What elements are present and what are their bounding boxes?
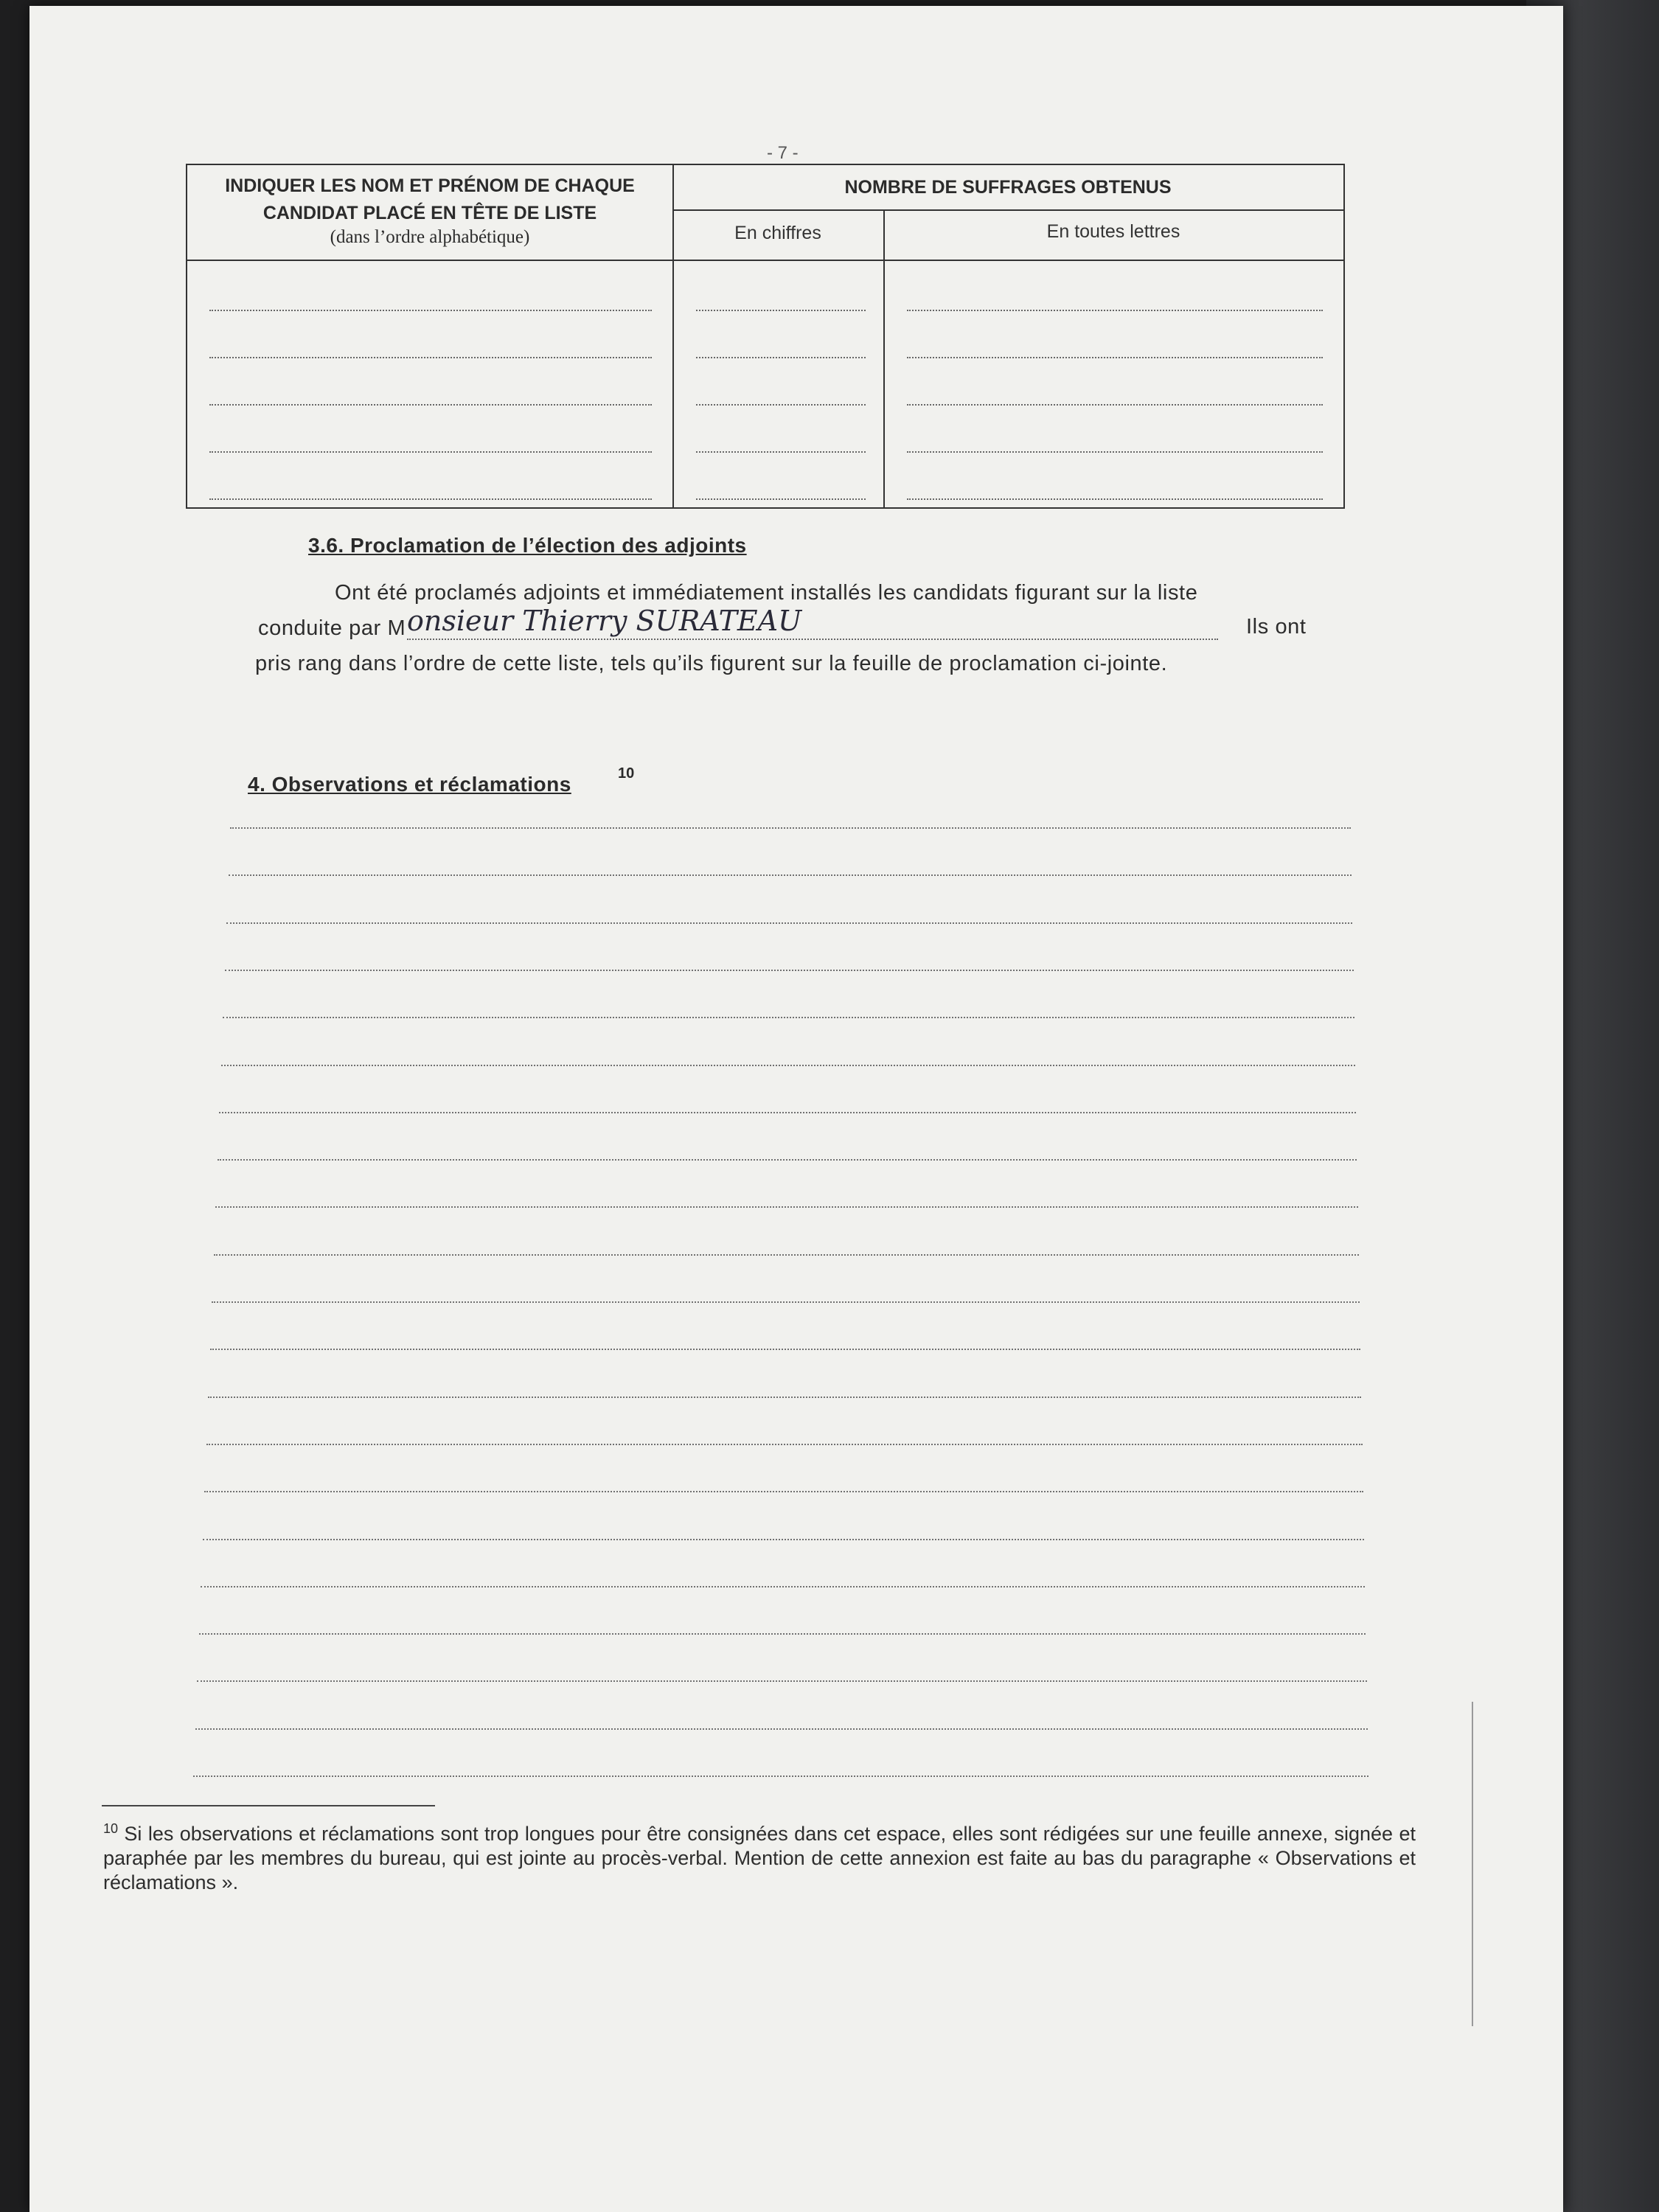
- table-entry-line: [696, 498, 866, 500]
- observation-line: [210, 1349, 1361, 1350]
- table-entry-line: [209, 357, 652, 358]
- table-divider: [883, 209, 885, 507]
- observation-line: [199, 1633, 1366, 1635]
- document-page: [29, 6, 1563, 2212]
- table-divider: [672, 165, 674, 507]
- table-entry-line: [907, 451, 1323, 453]
- fill-in-dotted-line: [407, 639, 1218, 640]
- table-entry-line: [696, 451, 866, 453]
- observation-line: [225, 970, 1354, 971]
- table-entry-line: [209, 310, 652, 311]
- observation-line: [212, 1301, 1360, 1303]
- candidates-table: [186, 164, 1345, 509]
- table-entry-line: [907, 498, 1323, 500]
- table-entry-line: [696, 357, 866, 358]
- observation-line: [201, 1586, 1365, 1587]
- observation-line: [229, 874, 1352, 876]
- paragraph-line-3: pris rang dans l’ordre de cette liste, tels qu’ils figurent sur la feuille de proclamation ci-jointe.: [255, 652, 1168, 675]
- observation-line: [226, 922, 1352, 924]
- table-entry-line: [209, 451, 652, 453]
- table-entry-line: [696, 404, 866, 406]
- observation-line: [204, 1491, 1363, 1492]
- observation-line: [195, 1728, 1368, 1730]
- table-header-candidate: INDIQUER LES NOM ET PRÉNOM DE CHAQUE CANDIDAT PLACÉ EN TÊTE DE LISTE (dans l’ordre alphabétique): [225, 175, 635, 247]
- table-entry-line: [907, 357, 1323, 358]
- table-divider: [672, 209, 1343, 211]
- observation-line: [230, 827, 1351, 829]
- page-number: - 7 -: [767, 143, 799, 163]
- paragraph-line-2-prefix: conduite par M: [258, 616, 406, 640]
- observation-line: [197, 1680, 1367, 1682]
- footnote-reference: 10: [618, 765, 635, 782]
- observation-line: [223, 1017, 1354, 1018]
- handwritten-name: onsieur Thierry SURATEAU: [407, 605, 802, 637]
- observation-line: [215, 1206, 1358, 1208]
- paragraph-line-1: Ont été proclamés adjoints et immédiatement installés les candidats figurant sur la liste: [335, 581, 1198, 605]
- footnote: [103, 1817, 1416, 1895]
- section-title-observations: 4. Observations et réclamations: [248, 773, 571, 796]
- footnote-separator: [102, 1805, 435, 1806]
- column-header-letters: En toutes lettres: [1046, 221, 1180, 242]
- table-divider: [187, 260, 1343, 261]
- observation-line: [206, 1444, 1363, 1445]
- page-edge-mark: [1472, 1702, 1473, 2026]
- observation-line: [219, 1112, 1356, 1113]
- observation-line: [208, 1397, 1361, 1398]
- observation-line: [221, 1065, 1356, 1066]
- table-header-votes: NOMBRE DE SUFFRAGES OBTENUS: [844, 177, 1172, 198]
- table-entry-line: [696, 310, 866, 311]
- table-entry-line: [209, 498, 652, 500]
- observation-line: [218, 1159, 1357, 1161]
- observation-line: [203, 1539, 1365, 1540]
- footnote-number: 10: [103, 1821, 119, 1836]
- table-entry-line: [209, 404, 652, 406]
- table-entry-line: [907, 310, 1323, 311]
- paragraph-line-2-suffix: Ils ont: [1246, 615, 1307, 639]
- footnote-text: Si les observations et réclamations sont trop longues pour être consignées dans cet espace, elles sont rédigées sur une feuille annexe, signée et paraphée par les membres du bureau, qui est jointe au procès-verbal. Mention de cette annexion est faite au bas du paragraphe « Observations et réclamations ».: [103, 1823, 1416, 1893]
- observation-line: [193, 1775, 1368, 1777]
- column-header-figures: En chiffres: [734, 223, 821, 243]
- observation-line: [214, 1254, 1359, 1256]
- section-title-proclamation: 3.6. Proclamation de l’élection des adjoints: [308, 534, 747, 557]
- table-entry-line: [907, 404, 1323, 406]
